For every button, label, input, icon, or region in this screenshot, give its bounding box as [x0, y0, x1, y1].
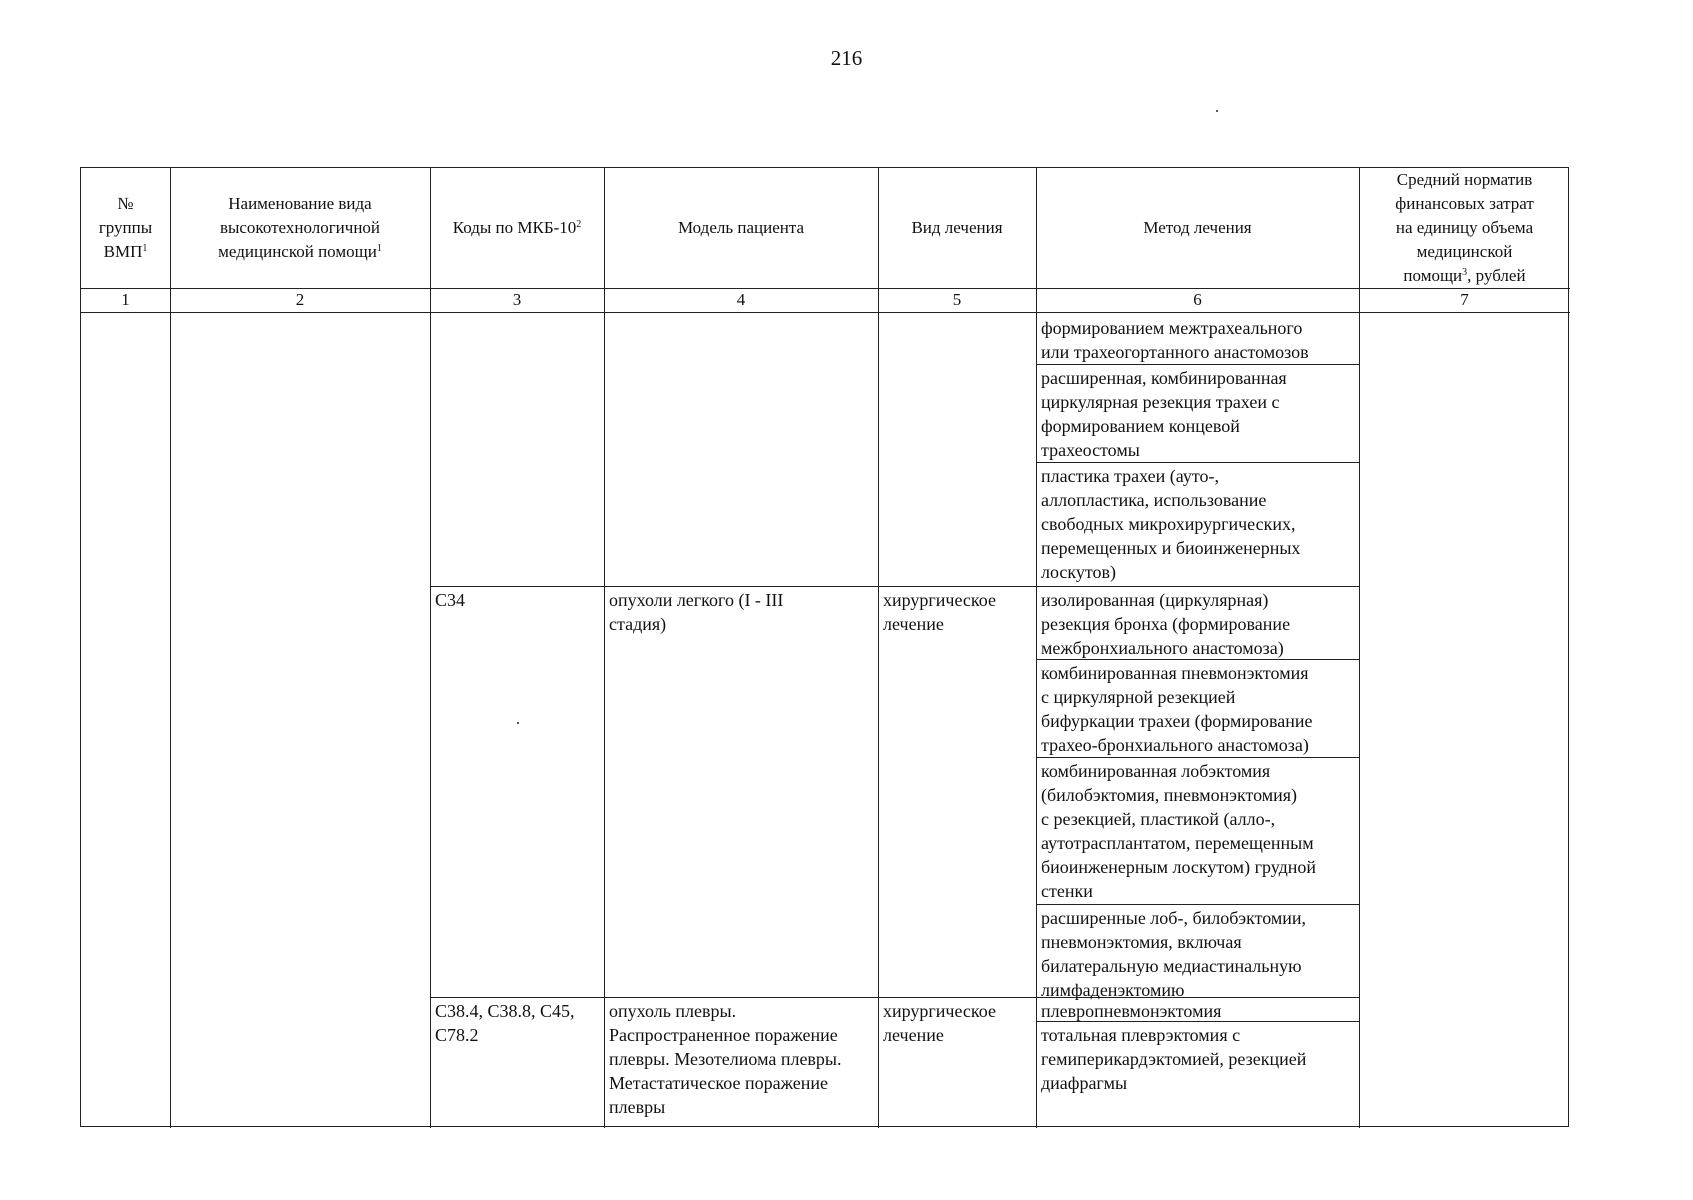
header-line: Средний норматив: [1396, 170, 1533, 189]
treatment-type-cell: [883, 588, 996, 636]
method-line: пневмонэктомия, включая: [1041, 932, 1242, 952]
header-line: Коды по МКБ-10: [452, 218, 577, 237]
column-number: 5: [952, 290, 962, 309]
method-cell: [1041, 366, 1287, 462]
model-line: Метастатическое поражение: [609, 1073, 829, 1093]
header-group-number: [81, 168, 170, 288]
method-cell: [1041, 464, 1300, 584]
method-line: тотальная плеврэктомия с: [1041, 1025, 1241, 1045]
column-number: 6: [1193, 290, 1202, 309]
header-line: , рублей: [1467, 266, 1526, 285]
row-divider: [430, 586, 1359, 587]
method-line: аутотрасплантатом, перемещенным: [1041, 833, 1314, 853]
header-cost-standard: [1359, 168, 1570, 288]
method-line: лимфаденэктомию: [1041, 980, 1185, 1000]
model-line: плевры: [609, 1097, 666, 1117]
header-line: медицинской: [1416, 242, 1513, 261]
page-number: 216: [830, 46, 863, 70]
footnote-marker: 1: [376, 243, 382, 254]
header-line: Наименование вида: [228, 194, 372, 213]
header-line: медицинской помощи: [218, 242, 377, 261]
method-line: с циркулярной резекцией: [1041, 687, 1236, 707]
procedures-table: [80, 167, 1569, 1127]
column-number: 7: [1460, 290, 1469, 309]
method-line: трахеостомы: [1041, 440, 1140, 460]
method-line: расширенная, комбинированная: [1041, 368, 1287, 388]
method-line: формированием межтрахеального: [1041, 318, 1303, 338]
method-line: биоинженерным лоскутом) грудной: [1041, 857, 1317, 877]
method-cell: [1041, 906, 1306, 1002]
method-line: свободных микрохирургических,: [1041, 514, 1296, 534]
column-number: 1: [121, 290, 130, 309]
icd-code: C38.4, C38.8, C45,: [435, 1001, 575, 1021]
model-line: плевры. Мезотелиома плевры.: [609, 1049, 842, 1069]
icd-code-cell: [435, 999, 575, 1047]
header-line: Модель пациента: [677, 218, 805, 237]
treatment-line: хирургическое: [883, 1001, 996, 1021]
number-row-divider: [81, 312, 1570, 313]
header-line: Метод лечения: [1143, 218, 1252, 237]
column-number: 4: [736, 290, 746, 309]
column-number: 3: [512, 290, 522, 309]
method-line: с резекцией, пластикой (алло-,: [1041, 809, 1276, 829]
method-line: перемещенных и биоинженерных: [1041, 538, 1301, 558]
patient-model-cell: [609, 999, 842, 1119]
method-line: комбинированная лобэктомия: [1041, 761, 1271, 781]
treatment-line: хирургическое: [883, 590, 996, 610]
treatment-line: лечение: [883, 1025, 944, 1045]
method-line: бифуркации трахеи (формирование: [1041, 711, 1313, 731]
method-line: диафрагмы: [1041, 1073, 1128, 1093]
model-line: опухоли легкого (I - III: [609, 590, 784, 610]
method-line: аллопластика, использование: [1041, 490, 1267, 510]
method-line: комбинированная пневмонэктомия: [1041, 663, 1309, 683]
method-cell: [1041, 1023, 1306, 1095]
footnote-marker: 1: [142, 243, 148, 254]
method-line: пластика трахеи (ауто-,: [1041, 466, 1219, 486]
method-line: циркулярная резекция трахеи с: [1041, 392, 1280, 412]
method-line: межбронхиального анастомоза): [1041, 638, 1284, 658]
header-treatment-type: [878, 168, 1036, 288]
header-line: высокотехнологичной: [219, 218, 381, 237]
header-line: Вид лечения: [911, 218, 1003, 237]
method-divider: [1036, 904, 1359, 905]
header-line: ВМП: [103, 242, 143, 261]
model-line: Распространенное поражение: [609, 1025, 838, 1045]
method-line: билатеральную медиастинальную: [1041, 956, 1302, 976]
header-line: финансовых затрат: [1395, 194, 1534, 213]
method-line: формированием концевой: [1041, 416, 1240, 436]
method-divider: [1036, 757, 1359, 758]
method-cell: [1041, 759, 1316, 903]
icd-code-cell: [435, 588, 465, 612]
method-divider: [1036, 462, 1359, 463]
header-line: помощи: [1403, 266, 1463, 285]
footnote-marker: 3: [1462, 267, 1468, 278]
header-line: №: [117, 194, 134, 213]
icd-code: C78.2: [435, 1025, 479, 1045]
method-line: плевропневмонэктомия: [1041, 1001, 1222, 1021]
method-line: трахео-бронхиального анастомоза): [1041, 735, 1309, 755]
treatment-line: лечение: [883, 614, 944, 634]
method-line: (билобэктомия, пневмонэктомия): [1041, 785, 1298, 805]
method-line: резекция бронха (формирование: [1041, 614, 1291, 634]
model-line: стадия): [609, 614, 667, 634]
model-line: опухоль плевры.: [609, 1001, 737, 1021]
method-cell: [1041, 661, 1313, 757]
method-cell: [1041, 588, 1290, 660]
method-line: лоскутов): [1041, 562, 1117, 582]
method-line: или трахеогортанного анастомозов: [1041, 342, 1309, 362]
method-line: изолированная (циркулярная): [1041, 590, 1269, 610]
method-line: стенки: [1041, 881, 1093, 901]
column-number: 2: [295, 290, 305, 309]
scan-speck: [1216, 110, 1218, 112]
header-icd-codes: [430, 168, 604, 288]
method-line: расширенные лоб-, билобэктомии,: [1041, 908, 1307, 928]
header-treatment-method: [1036, 168, 1359, 288]
header-line: группы: [98, 218, 153, 237]
treatment-type-cell: [883, 999, 996, 1047]
method-divider: [1036, 364, 1359, 365]
icd-code: C34: [435, 590, 466, 610]
header-care-type: [170, 168, 430, 288]
header-line: на единицу объема: [1395, 218, 1534, 237]
header-patient-model: [604, 168, 878, 288]
method-cell: [1041, 316, 1309, 364]
method-line: гемиперикардэктомией, резекцией: [1041, 1049, 1307, 1069]
footnote-marker: 2: [576, 219, 582, 230]
method-cell: [1041, 999, 1221, 1023]
patient-model-cell: [609, 588, 783, 636]
header-divider: [81, 288, 1570, 289]
